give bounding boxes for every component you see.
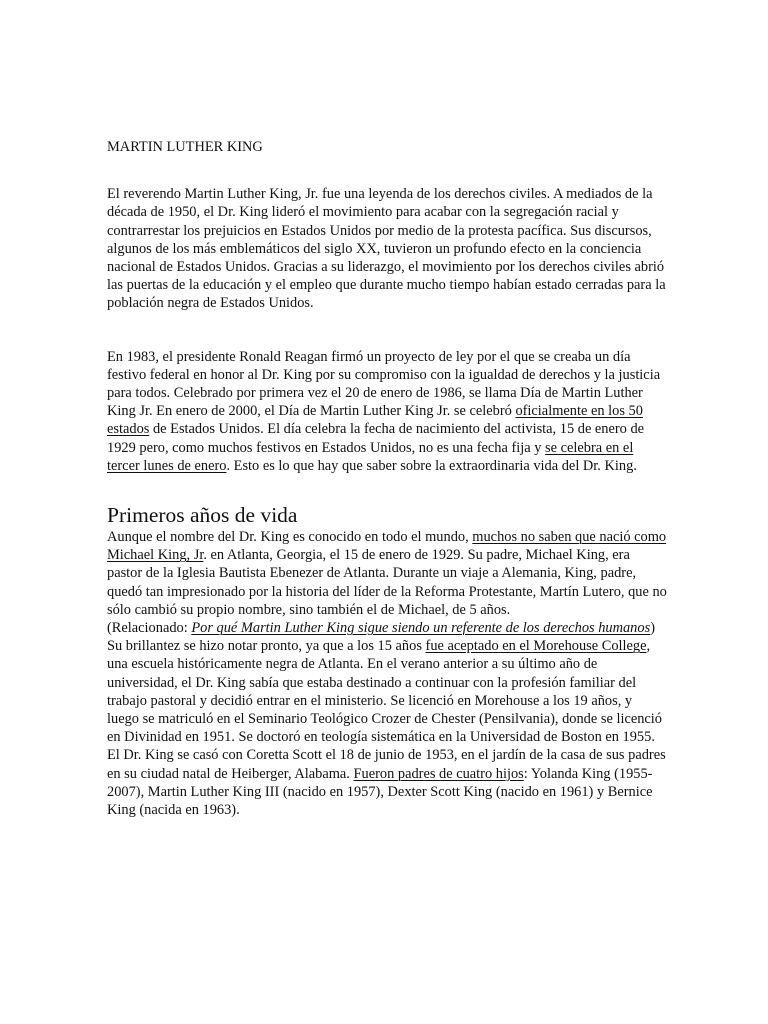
marriage-text-b: : Yolanda King (1955-2007), Martin Luther King III (nacido en 1957), Dexter Scott King (nacido en 1961) y Bernice King (nacida en 1963).	[107, 765, 653, 819]
marriage-text-a: El Dr. King se casó con Coretta Scott el 18 de junio de 1953, en el jardín de la casa de sus padres en su ciudad natal de Heiberger, Alabama.	[107, 747, 666, 782]
education-paragraph	[107, 637, 667, 746]
link-third-monday[interactable]: se celebra en el tercer lunes de enero	[107, 439, 634, 474]
intro-paragraph: El reverendo Martin Luther King, Jr. fue una leyenda de los derechos civiles. A mediados de la década de 1950, el Dr. King lideró el movimiento para acabar con la segregación racial y contrarrestar los prejuicios en Estados Unidos por medio de la protesta pacífica. Sus discursos, algunos de los más emblemáticos del siglo XX, tuvieron un profundo efecto en la conciencia nacional de Estados Unidos. Gracias a su liderazgo, el movimiento por los derechos civiles abrió las puertas de la educación y el empleo que durante mucho tiempo habían estado cerradas para la población negra de Estados Unidos.	[107, 186, 666, 312]
early-life-text-b: . en Atlanta, Georgia, el 15 de enero de 1929. Su padre, Michael King, era pastor de la Iglesia Bautista Ebenezer de Atlanta. Durante un viaje a Alemania, King, padre, quedó tan impresionado por la historia del líder de la Reforma Protestante, Martín Lutero, que no sólo cambió su propio nombre, sino también el de Michael, de 5 años.	[107, 547, 667, 618]
link-related-article[interactable]: Por qué Martin Luther King sigue siendo un referente de los derechos humanos	[191, 620, 651, 637]
link-four-children[interactable]: Fueron padres de cuatro hijos	[353, 765, 524, 782]
link-50-states[interactable]: oficialmente en los 50 estados	[107, 403, 643, 438]
related-prefix: (Relacionado:	[107, 620, 192, 637]
section-heading-early-life: Primeros años de vida	[107, 503, 298, 528]
holiday-text-a: En 1983, el presidente Ronald Reagan firmó un proyecto de ley por el que se creaba un día festivo federal en honor al Dr. King por su compromiso con la igualdad de derechos y la justicia para todos. Celebrado por primera vez el 20 de enero de 1986, se llama Día de Martin Luther King Jr. En enero de 2000, el Día de Martin Luther King Jr. se celebró	[107, 348, 661, 420]
document-page	[107, 138, 667, 819]
education-text-a: Su brillantez se hizo notar pronto, ya que a los 15 años	[107, 638, 426, 655]
link-michael-king[interactable]: muchos no saben que nació como Michael King, Jr	[107, 529, 667, 564]
early-life-text-a: Aunque el nombre del Dr. King es conocido en todo el mundo,	[107, 529, 473, 546]
related-suffix: )	[650, 620, 655, 637]
link-morehouse-college[interactable]: fue aceptado en el Morehouse College	[425, 638, 647, 655]
related-paragraph	[107, 619, 667, 637]
holiday-text-c: . Esto es lo que hay que saber sobre la extraordinaria vida del Dr. King.	[226, 457, 637, 474]
marriage-paragraph	[107, 746, 667, 819]
education-text-b: , una escuela históricamente negra de Atlanta. En el verano anterior a su último año de universidad, el Dr. King sabía que estaba destinado a continuar con la profesión familiar del trabajo pastoral y decidió entrar en el ministerio. Se licenció en Morehouse a los 19 años, y luego se matriculó en el Seminario Teológico Crozer de Chester (Pensilvania), donde se licenció en Divinidad en 1951. Se doctoró en teología sistemática en la Universidad de Boston en 1955.	[107, 638, 662, 746]
early-life-paragraph	[107, 528, 667, 619]
holiday-text-b: de Estados Unidos. El día celebra la fecha de nacimiento del activista, 15 de enero de 1929 pero, como muchos festivos en Estados Unidos, no es una fecha fija y	[107, 421, 645, 456]
document-title: MARTIN LUTHER KING	[107, 139, 263, 155]
holiday-paragraph	[107, 348, 667, 475]
